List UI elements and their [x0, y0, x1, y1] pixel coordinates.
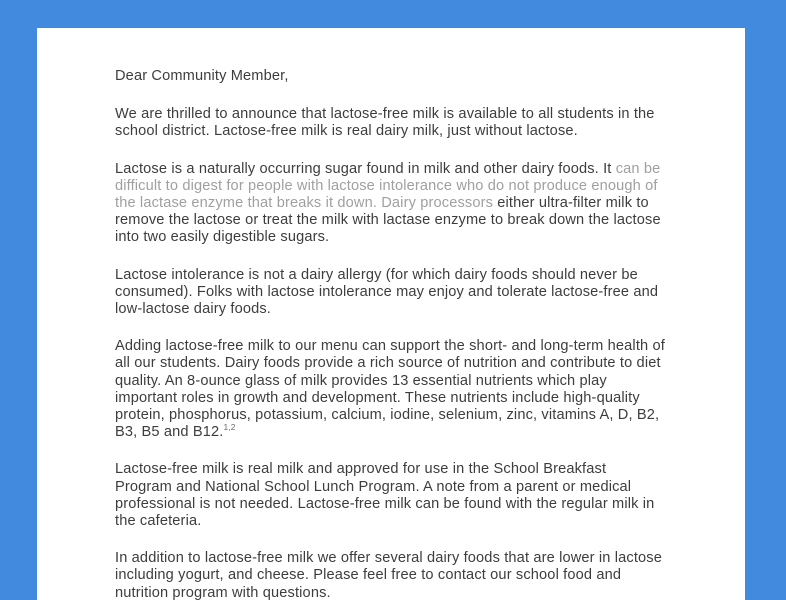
- paragraph-intolerance-vs-allergy: Lactose intolerance is not a dairy allergy (for which dairy foods should never be consumed). Folks with lactose intolerance may enjoy and tolerate lactose-free and low-lactose dairy foods.: [115, 266, 659, 318]
- paragraph-nutrition: [115, 338, 667, 441]
- paragraph-other-dairy-foods: In addition to lactose-free milk we offer several dairy foods that are lower in lactose including yogurt, and cheese. Please feel free to contact our school food and nutrition program with questions.: [115, 550, 662, 600]
- letter-body: [115, 68, 667, 600]
- letter-document-page: [37, 28, 745, 600]
- paragraph-nutrition-text: Adding lactose-free milk to our menu can support the short- and long-term health of all our students. Dairy foods provide a rich source of nutrition and contribute to diet quality. An 8-ounce glass of milk provides 13 essential nutrients which play important roles in growth and development. These nutrients include high-quality protein, phosphorus, potassium, calcium, iodine, selenium, zinc, vitamins A, D, B2, B3, B5 and B12.: [115, 338, 665, 441]
- footnote-reference: 1,2: [223, 422, 236, 433]
- paragraph-faded-run: can be difficult to digest for people with lactose intolerance who do not produce enough of the lactase enzyme that breaks it down. Dairy processors: [115, 160, 661, 212]
- paragraph-announcement: We are thrilled to announce that lactose-free milk is available to all students in the school district. Lactose-free milk is real dairy milk, just without lactose.: [115, 106, 655, 140]
- paragraph-what-is-lactose: [115, 161, 667, 247]
- paragraph-program-approval: Lactose-free milk is real milk and approved for use in the School Breakfast Program and National School Lunch Program. A note from a parent or medical professional is not needed. Lactose-free milk can be found with the regular milk in the cafeteria.: [115, 461, 655, 530]
- letter-salutation: Dear Community Member,: [115, 68, 289, 84]
- paragraph-tail-run: either ultra-filter milk to remove the lactose or treat the milk with lactase enzyme to break down the lactose into two easily digestible sugars.: [115, 195, 661, 246]
- paragraph-lead-run: Lactose is a naturally occurring sugar found in milk and other dairy foods. It: [115, 160, 616, 177]
